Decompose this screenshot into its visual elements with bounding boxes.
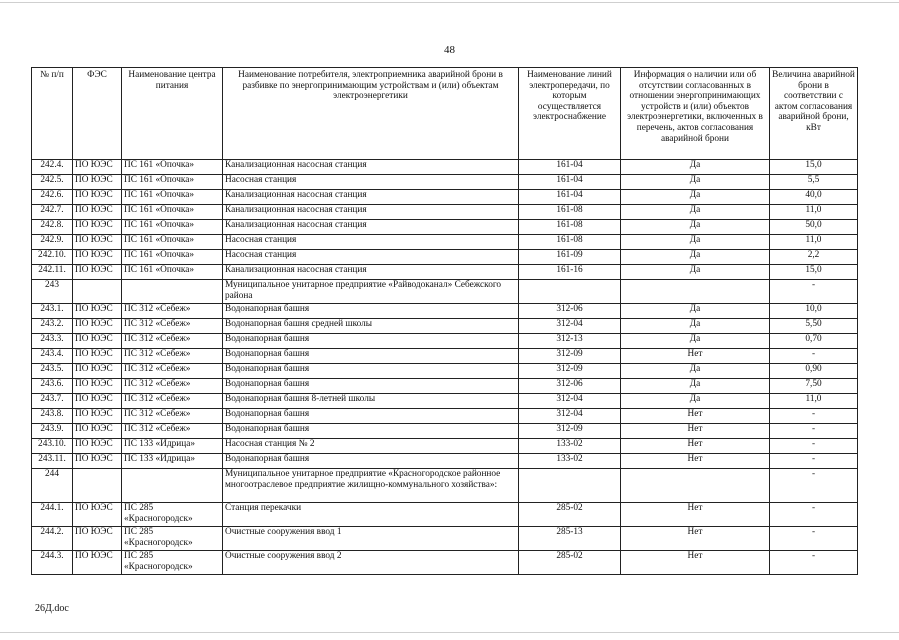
cell-branch xyxy=(73,469,122,503)
cell-agreement: Нет xyxy=(621,503,770,527)
cell-power-line: 161-04 xyxy=(519,190,621,205)
cell-number: 243.6. xyxy=(32,379,73,394)
cell-agreement: Нет xyxy=(621,424,770,439)
cell-power-center xyxy=(122,280,223,304)
cell-consumer: Водонапорная башня xyxy=(223,334,519,349)
table-row xyxy=(32,379,858,394)
cell-reserve-value: 15,0 xyxy=(770,160,858,175)
cell-reserve-value: 50,0 xyxy=(770,220,858,235)
table-row xyxy=(32,439,858,454)
cell-reserve-value: 11,0 xyxy=(770,235,858,250)
cell-reserve-value: 0,90 xyxy=(770,364,858,379)
cell-consumer: Насосная станция xyxy=(223,235,519,250)
cell-number: 243.5. xyxy=(32,364,73,379)
cell-reserve-value: - xyxy=(770,280,858,304)
cell-number: 243.11. xyxy=(32,454,73,469)
cell-branch: ПО ЮЭС xyxy=(73,160,122,175)
cell-power-center: ПС 312 «Себеж» xyxy=(122,394,223,409)
cell-number: 243 xyxy=(32,280,73,304)
cell-reserve-value: - xyxy=(770,503,858,527)
cell-power-line: 133-02 xyxy=(519,439,621,454)
cell-agreement: Да xyxy=(621,235,770,250)
table-row xyxy=(32,304,858,319)
cell-power-center: ПС 161 «Опочка» xyxy=(122,220,223,235)
cell-agreement: Да xyxy=(621,160,770,175)
cell-branch: ПО ЮЭС xyxy=(73,175,122,190)
cell-reserve-value: - xyxy=(770,551,858,575)
header-agreement-info: Информация о наличии или об отсутствии согласованных в отношении энергопринимающих устройств и (или) объектов электроэнергетики, включенных в перечень, актов согласования аварийной брони xyxy=(621,68,770,160)
cell-reserve-value: - xyxy=(770,409,858,424)
cell-power-line: 285-02 xyxy=(519,503,621,527)
cell-agreement: Да xyxy=(621,364,770,379)
cell-branch: ПО ЮЭС xyxy=(73,364,122,379)
cell-power-center: ПС 285 «Красногородск» xyxy=(122,551,223,575)
cell-power-center xyxy=(122,469,223,503)
table-row xyxy=(32,190,858,205)
cell-agreement: Нет xyxy=(621,527,770,551)
cell-consumer: Водонапорная башня 8-летней школы xyxy=(223,394,519,409)
cell-number: 243.3. xyxy=(32,334,73,349)
emergency-reserve-table xyxy=(31,67,858,575)
cell-agreement: Нет xyxy=(621,454,770,469)
cell-power-line: 312-04 xyxy=(519,319,621,334)
cell-consumer: Канализационная насосная станция xyxy=(223,220,519,235)
table-row xyxy=(32,454,858,469)
cell-power-center: ПС 312 «Себеж» xyxy=(122,319,223,334)
table-row xyxy=(32,334,858,349)
cell-reserve-value: 15,0 xyxy=(770,265,858,280)
cell-branch: ПО ЮЭС xyxy=(73,379,122,394)
cell-number: 243.10. xyxy=(32,439,73,454)
cell-agreement: Да xyxy=(621,394,770,409)
cell-branch: ПО ЮЭС xyxy=(73,439,122,454)
scan-top-edge xyxy=(0,2,899,3)
cell-consumer: Очистные сооружения ввод 2 xyxy=(223,551,519,575)
cell-number: 242.5. xyxy=(32,175,73,190)
cell-number: 243.2. xyxy=(32,319,73,334)
cell-number: 242.11. xyxy=(32,265,73,280)
table-row xyxy=(32,250,858,265)
table-row xyxy=(32,280,858,304)
cell-power-center: ПС 161 «Опочка» xyxy=(122,235,223,250)
cell-power-line: 133-02 xyxy=(519,454,621,469)
cell-reserve-value: 5,5 xyxy=(770,175,858,190)
cell-number: 243.9. xyxy=(32,424,73,439)
cell-agreement: Да xyxy=(621,190,770,205)
cell-power-center: ПС 285 «Красногородск» xyxy=(122,527,223,551)
cell-power-line: 161-04 xyxy=(519,175,621,190)
cell-consumer: Насосная станция xyxy=(223,250,519,265)
scan-bottom-edge xyxy=(0,632,899,633)
cell-power-line: 285-13 xyxy=(519,527,621,551)
cell-agreement: Нет xyxy=(621,409,770,424)
cell-agreement: Да xyxy=(621,319,770,334)
cell-consumer: Водонапорная башня xyxy=(223,304,519,319)
cell-consumer: Водонапорная башня xyxy=(223,424,519,439)
cell-reserve-value: - xyxy=(770,439,858,454)
cell-agreement: Нет xyxy=(621,551,770,575)
cell-branch: ПО ЮЭС xyxy=(73,304,122,319)
cell-consumer: Очистные сооружения ввод 1 xyxy=(223,527,519,551)
cell-power-center: ПС 133 «Идрица» xyxy=(122,439,223,454)
cell-number: 242.7. xyxy=(32,205,73,220)
cell-reserve-value: 0,70 xyxy=(770,334,858,349)
cell-power-line: 161-08 xyxy=(519,220,621,235)
cell-consumer: Водонапорная башня средней школы xyxy=(223,319,519,334)
table-header-row xyxy=(32,68,858,160)
table-row xyxy=(32,469,858,503)
cell-branch: ПО ЮЭС xyxy=(73,334,122,349)
cell-agreement xyxy=(621,280,770,304)
table-row xyxy=(32,527,858,551)
cell-power-line xyxy=(519,469,621,503)
cell-branch: ПО ЮЭС xyxy=(73,265,122,280)
cell-number: 243.8. xyxy=(32,409,73,424)
table-row xyxy=(32,409,858,424)
cell-power-center: ПС 161 «Опочка» xyxy=(122,190,223,205)
header-reserve-value: Величина аварийной брони в соответствии с актом согласования аварийной брони, кВт xyxy=(770,68,858,160)
cell-number: 242.10. xyxy=(32,250,73,265)
cell-reserve-value: 2,2 xyxy=(770,250,858,265)
cell-consumer: Станция перекачки xyxy=(223,503,519,527)
cell-consumer: Водонапорная башня xyxy=(223,409,519,424)
cell-reserve-value: 10,0 xyxy=(770,304,858,319)
cell-power-line: 312-09 xyxy=(519,349,621,364)
cell-power-line: 312-09 xyxy=(519,424,621,439)
cell-consumer: Канализационная насосная станция xyxy=(223,205,519,220)
cell-agreement: Нет xyxy=(621,439,770,454)
cell-power-line: 161-08 xyxy=(519,235,621,250)
cell-power-center: ПС 312 «Себеж» xyxy=(122,334,223,349)
cell-consumer: Водонапорная башня xyxy=(223,364,519,379)
cell-consumer: Водонапорная башня xyxy=(223,349,519,364)
cell-power-center: ПС 161 «Опочка» xyxy=(122,160,223,175)
table-row xyxy=(32,364,858,379)
document-filename: 26Д.doc xyxy=(35,603,69,614)
table-row xyxy=(32,205,858,220)
cell-power-center: ПС 312 «Себеж» xyxy=(122,379,223,394)
cell-reserve-value: 7,50 xyxy=(770,379,858,394)
cell-branch xyxy=(73,280,122,304)
cell-power-line: 312-09 xyxy=(519,364,621,379)
cell-number: 242.8. xyxy=(32,220,73,235)
cell-reserve-value: - xyxy=(770,424,858,439)
cell-power-line: 312-04 xyxy=(519,409,621,424)
table-row xyxy=(32,424,858,439)
cell-branch: ПО ЮЭС xyxy=(73,205,122,220)
cell-power-center: ПС 312 «Себеж» xyxy=(122,349,223,364)
cell-power-center: ПС 161 «Опочка» xyxy=(122,250,223,265)
page-number: 48 xyxy=(444,44,455,56)
cell-number: 242.4. xyxy=(32,160,73,175)
cell-branch: ПО ЮЭС xyxy=(73,527,122,551)
cell-branch: ПО ЮЭС xyxy=(73,319,122,334)
header-power-line: Наименование линий электропередачи, по которым осуществляется электроснабжение xyxy=(519,68,621,160)
table-row xyxy=(32,503,858,527)
cell-agreement: Да xyxy=(621,334,770,349)
table-row xyxy=(32,235,858,250)
cell-power-line: 161-04 xyxy=(519,160,621,175)
cell-branch: ПО ЮЭС xyxy=(73,235,122,250)
cell-number: 244.3. xyxy=(32,551,73,575)
cell-branch: ПО ЮЭС xyxy=(73,349,122,364)
cell-number: 242.9. xyxy=(32,235,73,250)
header-power-center: Наименование центра питания xyxy=(122,68,223,160)
cell-agreement: Да xyxy=(621,220,770,235)
table-row xyxy=(32,160,858,175)
cell-power-center: ПС 312 «Себеж» xyxy=(122,364,223,379)
table-row xyxy=(32,319,858,334)
cell-branch: ПО ЮЭС xyxy=(73,454,122,469)
cell-branch: ПО ЮЭС xyxy=(73,551,122,575)
cell-power-center: ПС 312 «Себеж» xyxy=(122,409,223,424)
cell-branch: ПО ЮЭС xyxy=(73,409,122,424)
cell-reserve-value: - xyxy=(770,349,858,364)
cell-power-line xyxy=(519,280,621,304)
cell-reserve-value: - xyxy=(770,469,858,503)
cell-power-line: 312-13 xyxy=(519,334,621,349)
cell-agreement xyxy=(621,469,770,503)
cell-number: 243.7. xyxy=(32,394,73,409)
cell-power-line: 312-06 xyxy=(519,379,621,394)
cell-number: 243.4. xyxy=(32,349,73,364)
cell-reserve-value: 11,0 xyxy=(770,394,858,409)
cell-power-line: 161-08 xyxy=(519,205,621,220)
cell-power-line: 312-06 xyxy=(519,304,621,319)
cell-number: 243.1. xyxy=(32,304,73,319)
cell-reserve-value: 5,50 xyxy=(770,319,858,334)
cell-consumer: Муниципальное унитарное предприятие «Райводоканал» Себежского района xyxy=(223,280,519,304)
cell-power-center: ПС 312 «Себеж» xyxy=(122,424,223,439)
cell-reserve-value: 40,0 xyxy=(770,190,858,205)
cell-consumer: Канализационная насосная станция xyxy=(223,265,519,280)
cell-power-center: ПС 285 «Красногородск» xyxy=(122,503,223,527)
cell-branch: ПО ЮЭС xyxy=(73,220,122,235)
cell-agreement: Да xyxy=(621,250,770,265)
table-row xyxy=(32,551,858,575)
cell-consumer: Муниципальное унитарное предприятие «Красногородское районное многоотраслевое предприятие жилищно-коммунального хозяйства»: xyxy=(223,469,519,503)
cell-power-line: 285-02 xyxy=(519,551,621,575)
cell-branch: ПО ЮЭС xyxy=(73,503,122,527)
cell-agreement: Да xyxy=(621,379,770,394)
cell-agreement: Нет xyxy=(621,349,770,364)
table-row xyxy=(32,265,858,280)
table-row xyxy=(32,175,858,190)
cell-branch: ПО ЮЭС xyxy=(73,394,122,409)
cell-agreement: Да xyxy=(621,175,770,190)
cell-reserve-value: 11,0 xyxy=(770,205,858,220)
header-consumer: Наименование потребителя, электроприемника аварийной брони в разбивке по энергопринимающим устройствам и (или) объектам электроэнергетики xyxy=(223,68,519,160)
cell-branch: ПО ЮЭС xyxy=(73,424,122,439)
cell-power-line: 161-09 xyxy=(519,250,621,265)
cell-number: 244.1. xyxy=(32,503,73,527)
cell-consumer: Канализационная насосная станция xyxy=(223,160,519,175)
cell-agreement: Да xyxy=(621,205,770,220)
cell-number: 244.2. xyxy=(32,527,73,551)
cell-consumer: Водонапорная башня xyxy=(223,379,519,394)
table-body xyxy=(32,160,858,575)
cell-consumer: Насосная станция xyxy=(223,175,519,190)
cell-number: 244 xyxy=(32,469,73,503)
cell-agreement: Да xyxy=(621,304,770,319)
cell-reserve-value: - xyxy=(770,527,858,551)
table-row xyxy=(32,349,858,364)
table-row xyxy=(32,220,858,235)
cell-power-line: 161-16 xyxy=(519,265,621,280)
cell-agreement: Да xyxy=(621,265,770,280)
header-number: № п/п xyxy=(32,68,73,160)
cell-power-center: ПС 161 «Опочка» xyxy=(122,205,223,220)
cell-consumer: Водонапорная башня xyxy=(223,454,519,469)
cell-power-center: ПС 312 «Себеж» xyxy=(122,304,223,319)
cell-branch: ПО ЮЭС xyxy=(73,250,122,265)
cell-power-center: ПС 133 «Идрица» xyxy=(122,454,223,469)
cell-power-line: 312-04 xyxy=(519,394,621,409)
cell-power-center: ПС 161 «Опочка» xyxy=(122,175,223,190)
cell-branch: ПО ЮЭС xyxy=(73,190,122,205)
cell-power-center: ПС 161 «Опочка» xyxy=(122,265,223,280)
cell-reserve-value: - xyxy=(770,454,858,469)
cell-consumer: Канализационная насосная станция xyxy=(223,190,519,205)
table-row xyxy=(32,394,858,409)
header-branch: ФЭС xyxy=(73,68,122,160)
cell-consumer: Насосная станция № 2 xyxy=(223,439,519,454)
cell-number: 242.6. xyxy=(32,190,73,205)
